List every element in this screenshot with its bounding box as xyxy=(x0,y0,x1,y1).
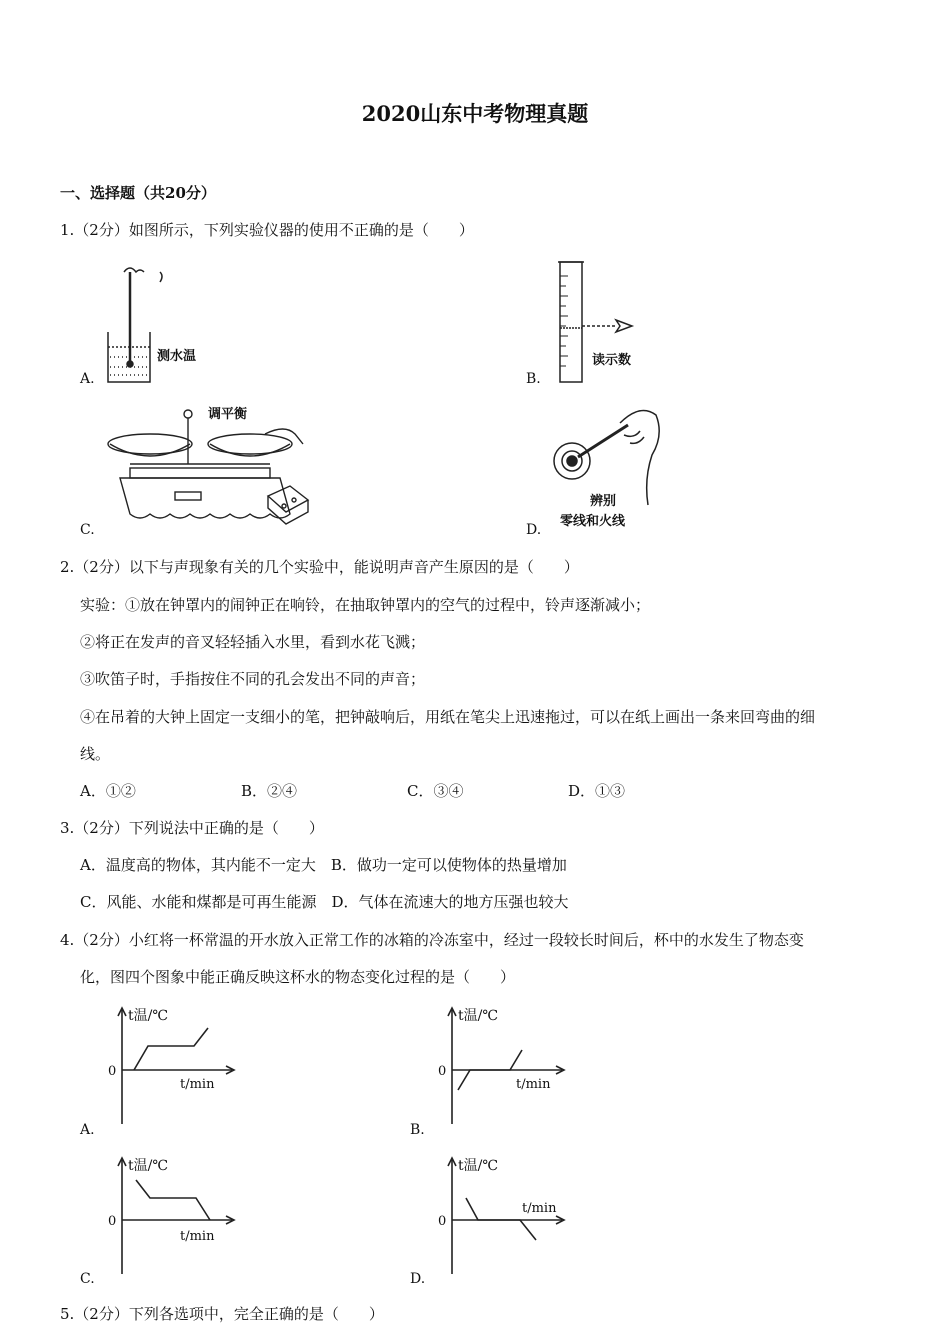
eye-arrow-icon xyxy=(616,320,632,332)
q1-option-a-label: A. xyxy=(80,371,95,387)
q1-d-caption-1: 辨别 xyxy=(590,494,617,509)
q3-options-row-1: A．温度高的物体，其内能不一定大 B．做功一定可以使物体的热量增加 xyxy=(80,856,567,874)
q1-d-caption-2: 零线和火线 xyxy=(560,514,626,529)
q4-graph-a xyxy=(100,1000,240,1128)
q3-options-row-2: C．风能、水能和煤都是可再生能源 D．气体在流速大的地方压强也较大 xyxy=(80,893,569,911)
balance-icon xyxy=(108,410,308,524)
q1-option-c-label: C. xyxy=(80,522,95,538)
q4-c-origin: 0 xyxy=(108,1214,117,1229)
q2-line-2: ②将正在发声的音叉轻轻插入水里，看到水花飞溅； xyxy=(80,633,426,651)
q2-line-1: 实验：①放在钟罩内的闹钟正在响铃，在抽取钟罩内的空气的过程中，铃声逐渐减小； xyxy=(80,596,651,614)
q4-graph-b xyxy=(430,1000,570,1128)
q1-b-caption: 读示数 xyxy=(592,353,632,368)
q1-c-caption: 调平衡 xyxy=(208,407,248,422)
q4-b-ylabel: t温/℃ xyxy=(458,1008,499,1024)
section-heading: 一、选择题（共20分） xyxy=(60,184,216,202)
q1-figure-c xyxy=(100,402,320,534)
q2-line-3: ③吹笛子时，手指按住不同的孔会发出不同的声音； xyxy=(80,670,426,688)
q4-graph-c xyxy=(100,1150,240,1278)
q4-option-c-label: C. xyxy=(80,1271,95,1287)
q4-b-origin: 0 xyxy=(438,1064,447,1079)
question-1-stem: 1.（2分）如图所示，下列实验仪器的使用不正确的是（ ） xyxy=(60,221,474,239)
q4-option-b-label: B. xyxy=(410,1122,425,1138)
q4-c-ylabel: t温/℃ xyxy=(128,1158,169,1174)
q4-graph-d xyxy=(430,1150,570,1278)
q1-figure-a xyxy=(100,262,220,387)
q4-d-xlabel: t/min xyxy=(522,1201,557,1216)
question-2-stem: 2.（2分）以下与声现象有关的几个实验中，能说明声音产生原因的是（ ） xyxy=(60,558,579,576)
q2-option-d: D．①③ xyxy=(568,782,626,800)
q4-stem-line-2: 化，图四个图象中能正确反映这杯水的物态变化过程的是（ ） xyxy=(80,968,516,986)
test-pen-icon xyxy=(578,425,628,457)
q2-option-b: B．②④ xyxy=(241,782,298,800)
q4-a-xlabel: t/min xyxy=(180,1077,215,1092)
q2-option-c: C．③④ xyxy=(407,782,464,800)
q2-line-5: 线。 xyxy=(80,745,111,763)
q4-option-d-label: D. xyxy=(410,1271,426,1287)
q4-c-xlabel: t/min xyxy=(180,1229,215,1244)
q1-a-caption: 测水温 xyxy=(157,349,197,364)
q2-option-a: A．①② xyxy=(80,782,136,800)
q2-line-4: ④在吊着的大钟上固定一支细小的笔，把钟敲响后，用纸在笔尖上迅速拖过，可以在纸上画出一条来回弯曲的细 xyxy=(80,708,816,726)
q4-a-ylabel: t温/℃ xyxy=(128,1008,169,1024)
q1-figure-b xyxy=(550,258,660,386)
page-title: 2020山东中考物理真题 xyxy=(361,101,589,126)
q1-figure-d xyxy=(550,405,675,535)
q4-b-xlabel: t/min xyxy=(516,1077,551,1092)
q4-d-origin: 0 xyxy=(438,1214,447,1229)
question-4-stem: 4.（2分）小红将一杯常温的开水放入正常工作的冰箱的冷冻室中，经过一段较长时间后，杯中的水发生了物态变 xyxy=(60,931,804,949)
q4-a-origin: 0 xyxy=(108,1064,117,1079)
q1-option-b-label: B. xyxy=(526,371,541,387)
cylinder-icon xyxy=(560,262,582,382)
q4-d-ylabel: t温/℃ xyxy=(458,1158,499,1174)
question-3-stem: 3.（2分）下列说法中正确的是（ ） xyxy=(60,819,324,837)
q4-option-a-label: A. xyxy=(80,1122,95,1138)
question-5-stem: 5.（2分）下列各选项中，完全正确的是（ ） xyxy=(60,1305,384,1323)
q1-option-d-label: D. xyxy=(526,522,542,538)
